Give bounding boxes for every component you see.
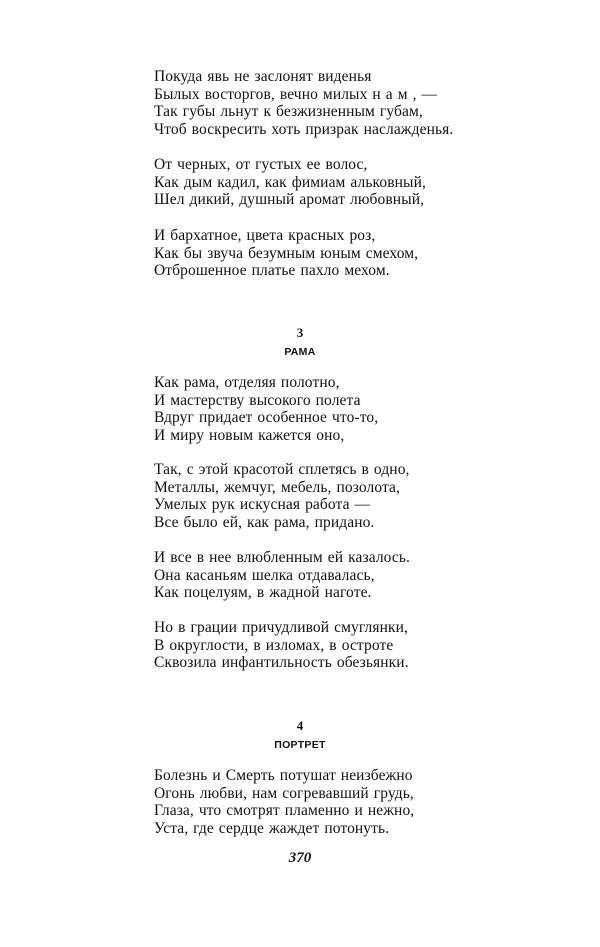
stanza <box>154 767 474 837</box>
stanza <box>154 68 474 138</box>
section-number: 4 <box>296 718 304 733</box>
poem-line: И бархатное, цвета красных роз, <box>154 227 376 244</box>
poem-line: Уста, где сердце жаждет потонуть. <box>154 819 390 837</box>
poem-line: Так, с этой красотой сплетясь в одно, <box>154 461 410 478</box>
stanza <box>154 619 474 672</box>
section-number: 3 <box>296 325 304 340</box>
poem-line: Но в грации причудливой смуглянки, <box>154 619 408 636</box>
section-title: РАМА <box>284 346 316 358</box>
poem-line: От черных, от густых ее волос, <box>154 156 368 173</box>
stanza <box>154 156 474 209</box>
poem-line: И миру новым кажется оно, <box>154 426 345 444</box>
stanza <box>154 549 474 602</box>
poem-line: Умелых рук искусная работа — <box>154 496 371 514</box>
poem-line: Как дым кадил, как фимиам альковный, <box>154 173 426 191</box>
poem-line: Шел дикий, душный аромат любовный, <box>154 191 425 209</box>
poem-line: Металлы, жемчуг, мебель, позолота, <box>154 478 400 496</box>
section-title: ПОРТРЕТ <box>274 739 326 751</box>
stanza <box>154 227 474 280</box>
poem-line: Все было ей, как рама, придано. <box>154 513 375 531</box>
stanza <box>154 461 474 531</box>
poem-line: В округлости, в изломах, в остроте <box>154 636 394 654</box>
poem-line: Отброшенное платье пахло мехом. <box>154 262 390 280</box>
poem-line: Как рама, отделяя полотно, <box>154 374 340 391</box>
poem-line: Глаза, что смотрят пламенно и нежно, <box>154 802 415 820</box>
stanza <box>154 374 474 444</box>
poem-line: Как бы звуча безумным юным смехом, <box>154 244 419 262</box>
poem-line: Былых восторгов, вечно милых н а м , — <box>154 85 438 103</box>
poem-line: Покуда явь не заслонят виденья <box>154 68 372 85</box>
poem-line: Так губы льнут к безжизненным губам, <box>154 103 423 121</box>
poem-line: Чтоб воскресить хоть призрак наслажденья. <box>154 120 454 138</box>
poem-line: Сквозила инфантильность обезьянки. <box>154 654 409 672</box>
poem-line: Она касаньям шелка отдавалась, <box>154 566 375 584</box>
poem-line: Огонь любви, нам согревавший грудь, <box>154 784 414 802</box>
poem-line: И мастерству высокого полета <box>154 391 361 409</box>
page-number: 370 <box>288 850 312 866</box>
poem-line: Болезнь и Смерть потушат неизбежно <box>154 767 413 784</box>
poem-line: И все в нее влюбленным ей казалось. <box>154 549 411 566</box>
poem-line: Как поцелуям, в жадной наготе. <box>154 584 372 602</box>
poem-line: Вдруг придает особенное что-то, <box>154 409 379 427</box>
